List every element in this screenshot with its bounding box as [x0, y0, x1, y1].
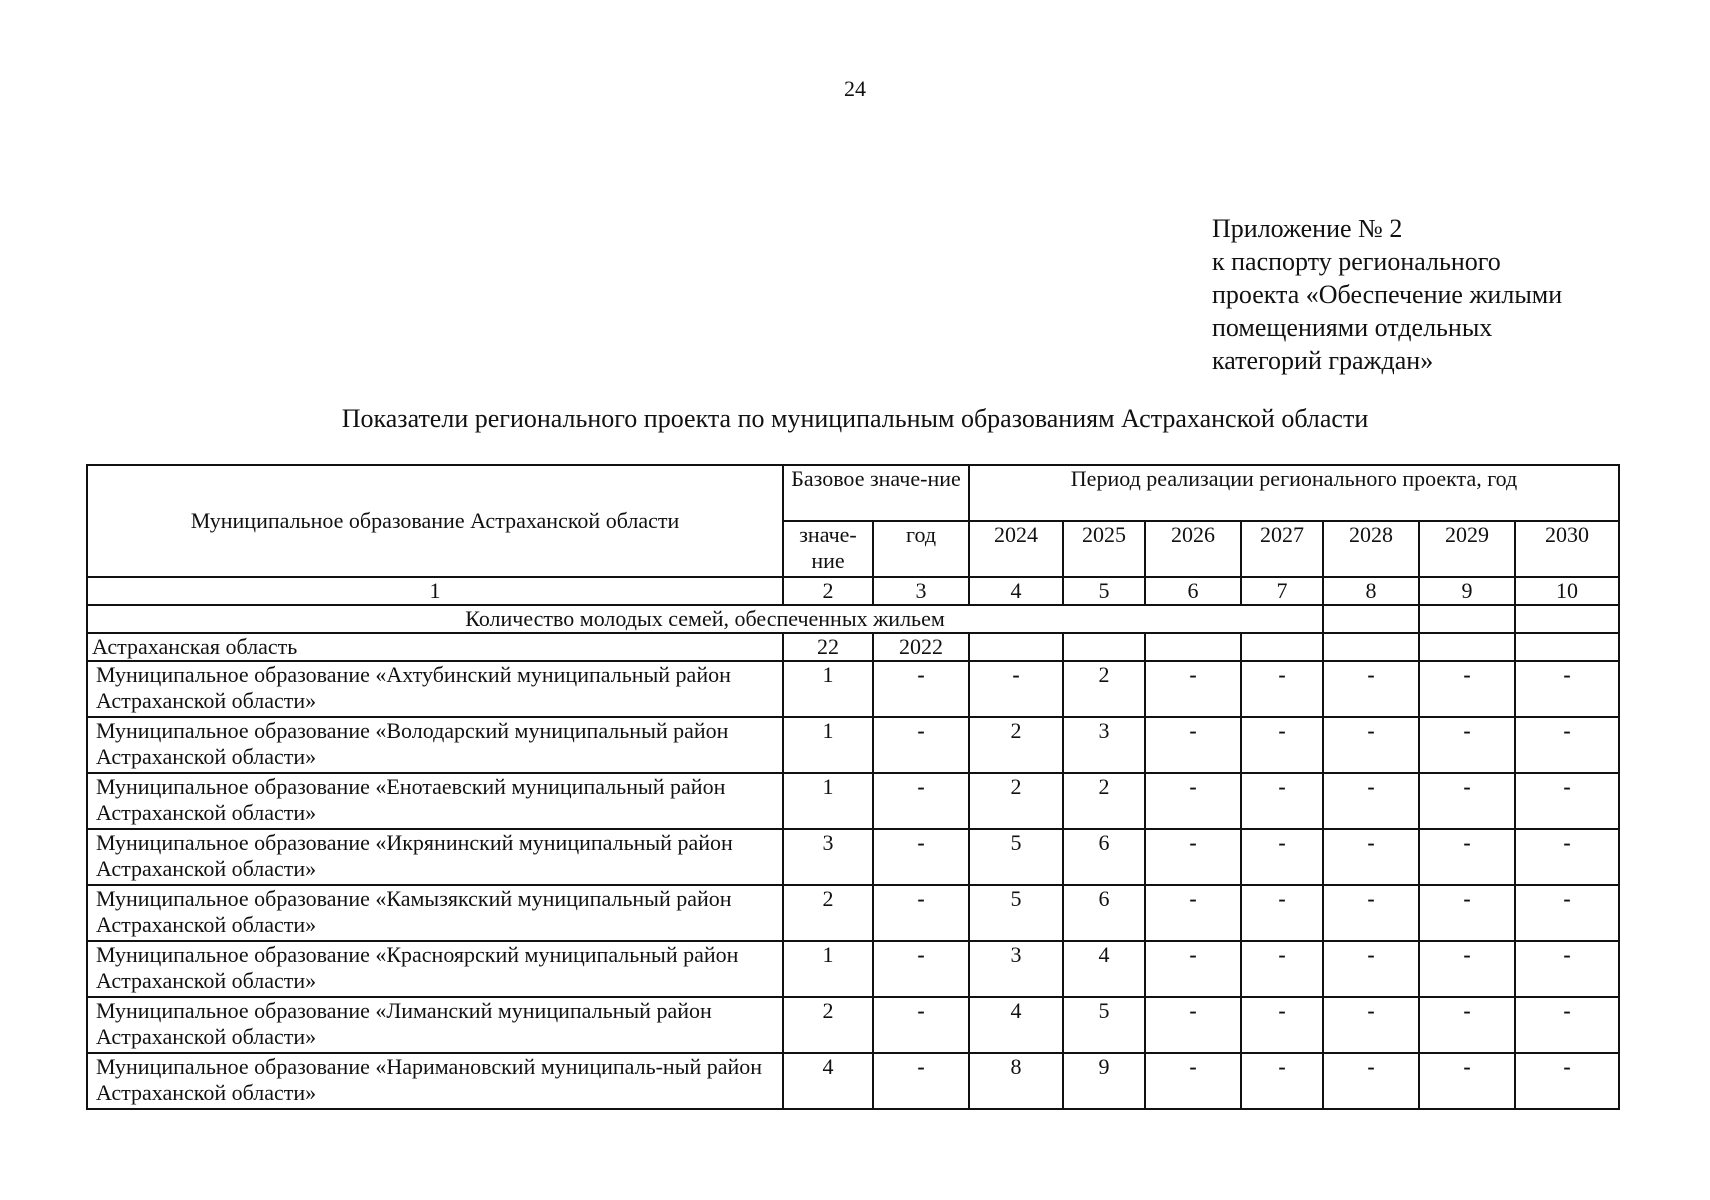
value-cell: - [1323, 1053, 1419, 1109]
value-cell: 1 [783, 941, 873, 997]
value-cell: - [1419, 717, 1515, 773]
value-cell: - [1515, 885, 1619, 941]
value-cell: 5 [1063, 997, 1145, 1053]
header-year-2030: 2030 [1515, 521, 1619, 577]
empty-cell [1323, 605, 1419, 633]
value-cell: - [1323, 773, 1419, 829]
value-cell: - [1515, 941, 1619, 997]
column-number: 5 [1063, 577, 1145, 605]
column-number: 6 [1145, 577, 1241, 605]
table-row [87, 717, 1619, 773]
header-year-2027: 2027 [1241, 521, 1323, 577]
value-cell: - [1145, 829, 1241, 885]
header-year-2028: 2028 [1323, 521, 1419, 577]
municipality-name: Муниципальное образование «Енотаевский муниципальный район Астраханской области» [87, 773, 783, 829]
value-cell: - [873, 773, 969, 829]
value-cell: - [1515, 829, 1619, 885]
value-cell: - [1515, 773, 1619, 829]
municipality-name: Муниципальное образование «Красноярский муниципальный район Астраханской области» [87, 941, 783, 997]
value-cell: - [1419, 1053, 1515, 1109]
value-cell: - [1241, 885, 1323, 941]
value-cell: 2 [969, 773, 1063, 829]
value-cell: 9 [1063, 1053, 1145, 1109]
value-cell: 1 [783, 661, 873, 717]
column-number: 1 [87, 577, 783, 605]
header-row [87, 465, 1619, 521]
value-cell: - [1323, 885, 1419, 941]
indicators-table [86, 464, 1620, 1110]
value-cell: - [873, 829, 969, 885]
municipality-name: Муниципальное образование «Наримановский муниципаль-ный район Астраханской области» [87, 1053, 783, 1109]
value-cell: 6 [1063, 829, 1145, 885]
table-row [87, 773, 1619, 829]
municipality-name: Муниципальное образование «Камызякский муниципальный район Астраханской области» [87, 885, 783, 941]
page-number: 24 [844, 76, 866, 101]
header-year-2029: 2029 [1419, 521, 1515, 577]
value-cell: - [1323, 997, 1419, 1053]
region-cell [1515, 633, 1619, 661]
value-cell: 4 [783, 1053, 873, 1109]
value-cell: - [873, 661, 969, 717]
value-cell: - [1419, 997, 1515, 1053]
table-row [87, 941, 1619, 997]
municipality-name: Муниципальное образование «Ахтубинский муниципальный район Астраханской области» [87, 661, 783, 717]
region-cell [1419, 633, 1515, 661]
column-number: 3 [873, 577, 969, 605]
appendix-line: помещениями отдельных [1212, 313, 1493, 342]
value-cell: - [1145, 997, 1241, 1053]
value-cell: 2 [783, 885, 873, 941]
value-cell: - [1145, 941, 1241, 997]
table-row [87, 1053, 1619, 1109]
header-year-2024: 2024 [969, 521, 1063, 577]
region-cell: 2022 [873, 633, 969, 661]
appendix-line: Приложение № 2 [1212, 214, 1403, 243]
value-cell: - [1515, 661, 1619, 717]
value-cell: - [1145, 1053, 1241, 1109]
region-cell [1145, 633, 1241, 661]
header-year-2026: 2026 [1145, 521, 1241, 577]
table-row [87, 885, 1619, 941]
region-cell [1063, 633, 1145, 661]
value-cell: - [1241, 829, 1323, 885]
value-cell: 2 [1063, 661, 1145, 717]
value-cell: - [1323, 941, 1419, 997]
value-cell: - [873, 997, 969, 1053]
value-cell: - [1419, 773, 1515, 829]
header-base-value: Базовое значе-ние [783, 465, 969, 521]
value-cell: - [1145, 885, 1241, 941]
value-cell: 2 [1063, 773, 1145, 829]
value-cell: - [1323, 829, 1419, 885]
column-number: 9 [1419, 577, 1515, 605]
column-number: 8 [1323, 577, 1419, 605]
empty-cell [1419, 605, 1515, 633]
section-row [87, 605, 1619, 633]
value-cell: - [1145, 661, 1241, 717]
value-cell: - [1241, 997, 1323, 1053]
value-cell: 4 [969, 997, 1063, 1053]
header-year-2025: 2025 [1063, 521, 1145, 577]
municipality-name: Муниципальное образование «Икрянинский муниципальный район Астраханской области» [87, 829, 783, 885]
value-cell: 1 [783, 773, 873, 829]
value-cell: - [1419, 941, 1515, 997]
value-cell: - [1323, 717, 1419, 773]
value-cell: 8 [969, 1053, 1063, 1109]
value-cell: - [1515, 717, 1619, 773]
value-cell: 3 [783, 829, 873, 885]
municipality-name: Муниципальное образование «Володарский муниципальный район Астраханской области» [87, 717, 783, 773]
column-number: 7 [1241, 577, 1323, 605]
section-title: Количество молодых семей, обеспеченных жильем [87, 605, 1323, 633]
table-row [87, 661, 1619, 717]
value-cell: 3 [1063, 717, 1145, 773]
value-cell: - [1419, 661, 1515, 717]
header-period: Период реализации регионального проекта, год [969, 465, 1619, 521]
column-number: 2 [783, 577, 873, 605]
appendix-line: к паспорту регионального [1212, 247, 1501, 276]
value-cell: - [1515, 997, 1619, 1053]
table-row [87, 997, 1619, 1053]
value-cell: - [1323, 661, 1419, 717]
region-cell [1241, 633, 1323, 661]
value-cell: - [1241, 941, 1323, 997]
header-value: значе-ние [783, 521, 873, 577]
value-cell: 5 [969, 885, 1063, 941]
value-cell: - [873, 885, 969, 941]
appendix-line: категорий граждан» [1212, 346, 1434, 375]
value-cell: 4 [1063, 941, 1145, 997]
value-cell: - [873, 1053, 969, 1109]
value-cell: - [1241, 717, 1323, 773]
value-cell: 2 [783, 997, 873, 1053]
region-cell [1323, 633, 1419, 661]
region-row [87, 633, 1619, 661]
empty-cell [1515, 605, 1619, 633]
region-cell: 22 [783, 633, 873, 661]
column-number-row [87, 577, 1619, 605]
value-cell: 2 [969, 717, 1063, 773]
value-cell: - [1419, 829, 1515, 885]
value-cell: - [1241, 773, 1323, 829]
municipality-name: Муниципальное образование «Лиманский муниципальный район Астраханской области» [87, 997, 783, 1053]
region-name: Астраханская область [87, 633, 783, 661]
value-cell: 5 [969, 829, 1063, 885]
header-municipality: Муниципальное образование Астраханской области [87, 465, 783, 577]
value-cell: - [1241, 661, 1323, 717]
value-cell: - [1241, 1053, 1323, 1109]
header-year: год [873, 521, 969, 577]
table-row [87, 829, 1619, 885]
column-number: 10 [1515, 577, 1619, 605]
value-cell: 1 [783, 717, 873, 773]
value-cell: - [873, 941, 969, 997]
value-cell: 3 [969, 941, 1063, 997]
column-number: 4 [969, 577, 1063, 605]
value-cell: - [1419, 885, 1515, 941]
appendix-line: проекта «Обеспечение жилыми [1212, 280, 1563, 309]
document-title: Показатели регионального проекта по муниципальным образованиям Астраханской области [341, 404, 1369, 433]
value-cell: - [1145, 773, 1241, 829]
value-cell: 6 [1063, 885, 1145, 941]
value-cell: - [1145, 717, 1241, 773]
region-cell [969, 633, 1063, 661]
value-cell: - [969, 661, 1063, 717]
value-cell: - [873, 717, 969, 773]
appendix-note [1212, 212, 1562, 377]
value-cell: - [1515, 1053, 1619, 1109]
